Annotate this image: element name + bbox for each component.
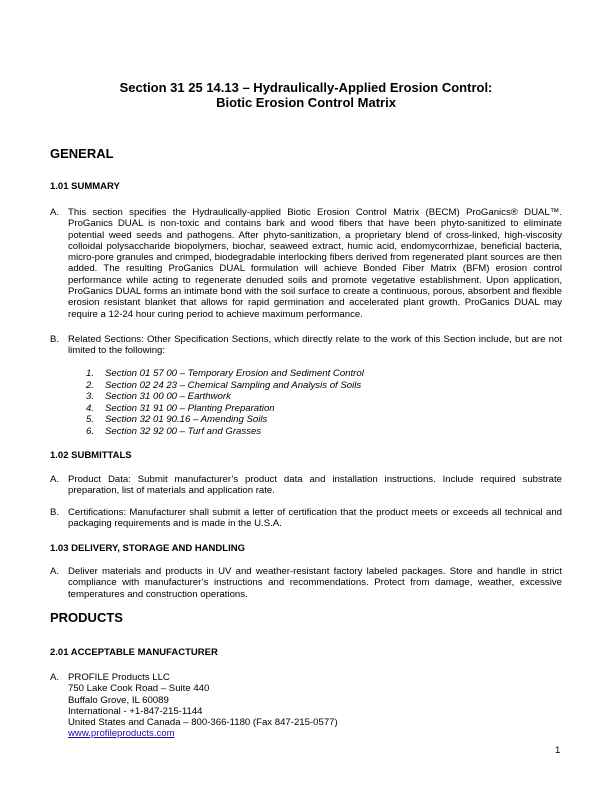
heading-summary: 1.01 SUMMARY [50,181,120,192]
list-item: 2. Section 02 24 23 – Chemical Sampling and Analysis of Soils [86,379,362,391]
list-item: 1. Section 01 57 00 – Temporary Erosion and Sediment Control [86,368,364,379]
item-text: This section specifies the Hydraulically-applied Biotic Erosion Control Matrix (BECM) ProGanics® DUAL™. ProGanics DUAL is non-toxic and contains bark and wood fibers that have been phyto-sanitized to eliminate potential weed seeds and pathogens. After phyto-sanitization, a proprietary blend of cross-linked, high-viscosity colloidal polysaccharide biopolymers, biochar, seaweed extract, humic acid, endomycorrhizae, beneficial bacteria, micro-pore granules and crimped, biodegradable interlocking fibers derived from regenerated plant sources are then added. The resulting ProGanics DUAL formulation will achieve Bonded Fiber Matrix (BFM) erosion control performance while acting to regenerate denuded soils and promote vegetative establishment. Upon application, ProGanics DUAL forms an intimate bond with the soil surface to create a continuous, porous, absorbent and flexible erosion resistant blanket that allows for rapid germination and accelerated plant growth. ProGanics DUAL may require a 12-24 hour curing period to achieve maximum performance. [68,207,562,320]
item-label: A. [50,566,60,577]
heading-delivery: 1.03 DELIVERY, STORAGE AND HANDLING [50,543,245,554]
page-number: 1 [555,745,561,756]
heading-submittals: 1.02 SUBMITTALS [50,450,132,461]
list-item: 3. Section 31 00 00 – Earthwork [86,391,231,402]
document-title [50,80,562,110]
list-item: 4. Section 31 91 00 – Planting Preparation [86,402,275,414]
manufacturer-item-a [50,672,562,740]
item-label: B. [50,507,60,518]
summary-item-b [50,334,562,357]
submittals-item-a [50,474,562,497]
manufacturer-address [68,672,562,740]
heading-products: PRODUCTS [50,610,123,625]
company-name: PROFILE Products LLC [68,672,170,683]
item-text: Product Data: Submit manufacturer’s product data and installation instructions. Include required substrate preparation, list of materials and application rate. [68,474,562,497]
item-label: B. [50,334,60,345]
heading-general: GENERAL [50,146,114,161]
item-text: Deliver materials and products in UV and weather-resistant factory labeled packages. Store and handle in strict compliance with manufacturer’s instructions and recommendations. Protect from damage, weather, excessive temperatures and construction operations. [68,566,562,600]
item-text: Certifications: Manufacturer shall submit a letter of certification that the product meets or exceeds all technical and packaging requirements and is made in the U.S.A. [68,507,562,530]
website-link[interactable]: www.profileproducts.com [68,728,175,740]
item-text: Related Sections: Other Specification Sections, which directly relate to the work of this Section include, but are not limited to the following: [68,334,562,357]
item-label: A. [50,474,60,485]
item-label: A. [50,207,60,218]
list-item: 6. Section 32 92 00 – Turf and Grasses [86,425,262,437]
title-line-2: Biotic Erosion Control Matrix [216,95,396,110]
international-phone: International - +1-847-215-1144 [68,705,203,717]
street-address: 750 Lake Cook Road – Suite 440 [68,683,210,695]
submittals-item-b [50,507,562,530]
title-line-1: Section 31 25 14.13 – Hydraulically-Applied Erosion Control: [119,80,493,95]
heading-acceptable-manufacturer: 2.01 ACCEPTABLE MANUFACTURER [50,647,218,658]
city-state-zip: Buffalo Grove, IL 60089 [68,694,169,706]
summary-item-a [50,207,562,320]
related-sections-list [86,368,364,437]
list-item: 5. Section 32 01 90.16 – Amending Soils [86,414,268,425]
domestic-phone: United States and Canada – 800-366-1180 (Fax 847-215-0577) [68,717,338,729]
item-label: A. [50,672,60,683]
delivery-item-a [50,566,562,600]
